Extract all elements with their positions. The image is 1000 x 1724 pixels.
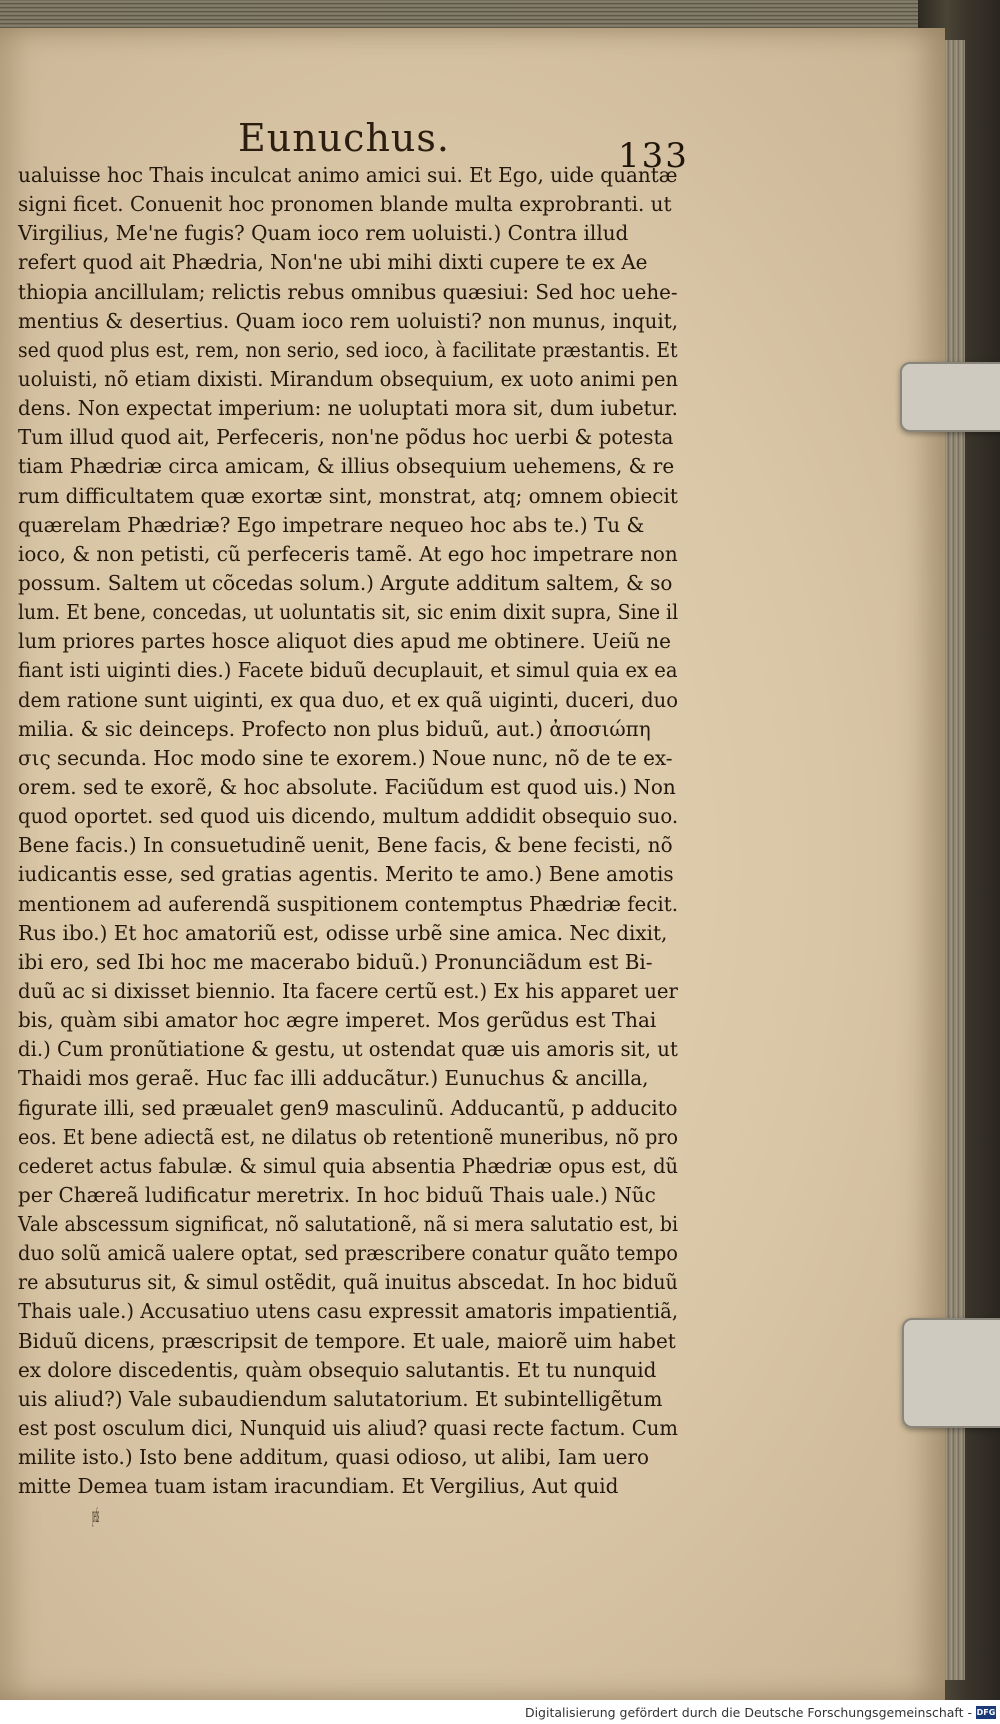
text-line: ioco, & non petisti, cũ perfeceris tamẽ. At ego hoc impetrare non [18, 541, 678, 566]
book-page [0, 28, 945, 1700]
text-line: figurate illi, sed præualet gen9 masculinũ. Adducantũ, p adducito [18, 1095, 678, 1120]
text-line: Biduũ dicens, præscripsit de tempore. Et uale, maiorẽ uim habet [18, 1328, 676, 1353]
bookmark-tab-lower [902, 1318, 1000, 1428]
text-line: refert quod ait Phædria, Non'ne ubi mihi dixti cupere te ex Ae [18, 250, 648, 275]
text-line: dens. Non expectat imperium: ne uoluptati mora sit, dum iubetur. [18, 396, 678, 421]
text-line: rum difficultatem quæ exortæ sint, monstrat, atq; omnem obiecit [18, 483, 678, 508]
text-line: per Chæreã ludificatur meretrix. In hoc biduũ Thais uale.) Nũc [18, 1182, 656, 1207]
text-line: thiopia ancillulam; relictis rebus omnibus quæsiui: Sed hoc uehe- [18, 279, 678, 304]
text-line: di.) Cum pronũtiatione & gestu, ut ostendat quæ uis amoris sit, ut [18, 1037, 678, 1062]
text-line: orem. sed te exorẽ, & hoc absolute. Faciũdum est quod uis.) Non [18, 774, 676, 799]
text-line: lum priores partes hosce aliquot dies apud me obtinere. Ueiũ ne [18, 629, 671, 654]
text-line: Vale abscessum significat, nõ salutationẽ, nã si mera salutatio est, bi [18, 1212, 679, 1237]
text-line: duo solũ amicã ualere optat, sed præscribere conatur quãto tempo [18, 1241, 678, 1266]
page-number: 133 [618, 136, 689, 176]
text-line: Tum illud quod ait, Perfeceris, non'ne põdus hoc uerbi & potesta [18, 425, 674, 450]
text-line: re absuturus sit, & simul ostẽdit, quã inuitus abscedat. In hoc biduũ [18, 1270, 678, 1295]
dfg-logo: DFG [976, 1708, 996, 1717]
text-line: mitte Demea tuam istam iracundiam. Et Vergilius, Aut quid [18, 1474, 619, 1499]
text-line: Bene facis.) In consuetudinẽ uenit, Bene facis, & bene fecisti, nõ [18, 833, 673, 858]
text-line: duũ ac si dixisset biennio. Ita facere certũ est.) Ex his apparet uer [18, 978, 678, 1003]
text-line: Thaidi mos geraẽ. Huc fac illi adducãtur.) Eunuchus & ancilla, [18, 1066, 649, 1091]
text-line: σις secunda. Hoc modo sine te exorem.) Noue nunc, nõ de te ex- [18, 745, 673, 770]
text-line: uis aliud?) Vale subaudiendum salutatorium. Et subintelligẽtum [18, 1386, 663, 1411]
footer [0, 1702, 1000, 1724]
funding-credit: Digitalisierung gefördert durch die Deutsche Forschungsgemeinschaft - [524, 1705, 972, 1720]
text-line: milia. & sic deinceps. Profecto non plus biduũ, aut.) ἀποσιώπη [18, 716, 651, 741]
text-line: milite isto.) Isto bene additum, quasi odioso, ut alibi, Iam uero [18, 1445, 650, 1470]
text-line: cederet actus fabulæ. & simul quia absentia Phædriæ opus est, dũ [18, 1153, 679, 1178]
text-line: lum. Et bene, concedas, ut uoluntatis sit, sic enim dixit supra, Sine il [18, 600, 679, 625]
text-line: petis [92, 1503, 100, 1528]
body-text [18, 161, 696, 1531]
text-line: sed quod plus est, rem, non serio, sed ioco, à facilitate præstantis. Et [18, 337, 678, 362]
text-line: Thais uale.) Accusatiuo utens casu expressit amatoris impatientiã, [18, 1299, 679, 1324]
bookmark-tab-upper [900, 362, 1000, 432]
text-line: eos. Et bene adiectã est, ne dilatus ob retentionẽ muneribus, nõ pro [18, 1124, 679, 1149]
text-line: Virgilius, Me'ne fugis? Quam ioco rem uoluisti.) Contra illud [18, 221, 629, 246]
text-line: iudicantis esse, sed gratias agentis. Merito te amo.) Bene amotis [18, 862, 674, 887]
text-line: uoluisti, nõ etiam dixisti. Mirandum obsequium, ex uoto animi pen [18, 366, 679, 391]
text-line: quærelam Phædriæ? Ego impetrare nequeo hoc abs te.) Tu & [18, 512, 645, 537]
text-line: bis, quàm sibi amator hoc ægre imperet. Mos gerũdus est Thai [18, 1008, 657, 1033]
text-line: mentionem ad auferendã suspitionem contemptus Phædriæ fecit. [18, 891, 679, 916]
running-head: Eunuchus. [238, 116, 450, 160]
text-line: dem ratione sunt uiginti, ex qua duo, et ex quã uiginti, duceri, duo [18, 687, 678, 712]
text-line: ibi ero, sed Ibi hoc me macerabo biduũ.) Pronunciãdum est Bi- [18, 949, 653, 974]
text-line: Rus ibo.) Et hoc amatoriũ est, odisse urbẽ sine amica. Nec dixit, [18, 920, 668, 945]
text-line: ualuisse hoc Thais inculcat animo amici sui. Et Ego, uide quantæ [18, 163, 678, 187]
text-line: ex dolore discedentis, quàm obsequio salutantis. Et tu nunquid [18, 1357, 657, 1382]
text-line: tiam Phædriæ circa amicam, & illius obsequium uehemens, & re [18, 454, 675, 479]
text-line: est post osculum dici, Nunquid uis aliud? quasi recte factum. Cum [18, 1416, 678, 1441]
text-line: quod oportet. sed quod uis dicendo, multum addidit obsequio suo. [18, 804, 679, 829]
text-line: fiant isti uiginti dies.) Facete biduũ decuplauit, et simul quia ex ea [18, 658, 678, 683]
text-line: signi ficet. Conuenit hoc pronomen blande multa exprobranti. ut [18, 192, 672, 217]
text-line: mentius & desertius. Quam ioco rem uoluisti? non munus, inquit, [18, 308, 679, 333]
text-line: possum. Saltem ut cõcedas solum.) Argute additum saltem, & so [18, 570, 673, 595]
